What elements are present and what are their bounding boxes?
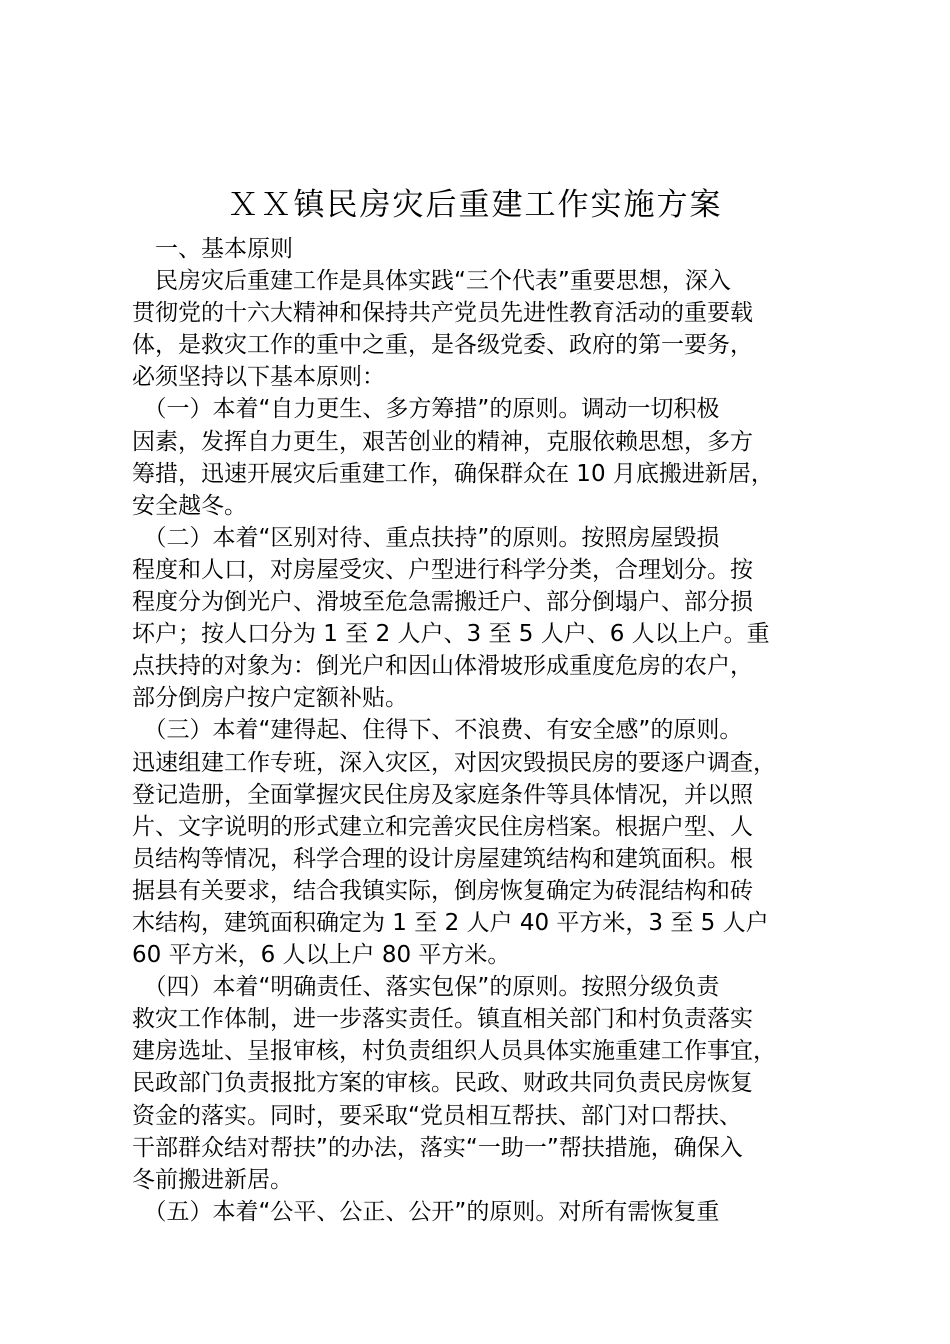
document-body [132,233,848,1228]
paragraph-line: 片、文字说明的形式建立和完善灾民住房档案。根据户型、人 [132,813,753,840]
document-title: ＸＸ镇民房灾后重建工作实施方案 [227,187,723,223]
paragraph-line: 点扶持的对象为：倒光户和因山体滑坡形成重度危房的农户， [132,653,753,680]
paragraph-line: 木结构，建筑面积确定为 1 至 2 人户 40 平方米，3 至 5 人户 [132,909,769,936]
paragraph-line: 筹措，迅速开展灾后重建工作，确保群众在 10 月底搬进新居， [132,460,774,487]
paragraph-line: （一）本着“自力更生、多方筹措”的原则。调动一切积极 [132,396,720,423]
paragraph-line: 体，是救灾工作的重中之重，是各级党委、政府的第一要务， [132,332,753,359]
paragraph-line: 干部群众结对帮扶”的办法，落实“一助一”帮扶措施，确保入 [132,1134,743,1161]
paragraph-line: （二）本着“区别对待、重点扶持”的原则。按照房屋毁损 [132,524,720,551]
paragraph-line: 救灾工作体制，进一步落实责任。镇直相关部门和村负责落实 [132,1006,753,1033]
paragraph-line: 程度分为倒光户、滑坡至危急需搬迁户、部分倒塌户、部分损 [132,589,753,616]
paragraph-line: 冬前搬进新居。 [132,1166,293,1193]
section-heading: 一、基本原则 [132,236,293,262]
paragraph-line: 民政部门负责报批方案的审核。民政、财政共同负责民房恢复 [132,1070,753,1097]
paragraph-line: （四）本着“明确责任、落实包保”的原则。按照分级负责 [132,974,720,1001]
paragraph-line: 迅速组建工作专班，深入灾区，对因灾毁损民房的要逐户调查， [132,749,776,776]
paragraph-line: 程度和人口，对房屋受灾、户型进行科学分类，合理划分。按 [132,556,753,583]
paragraph-line: 登记造册，全面掌握灾民住房及家庭条件等具体情况，并以照 [132,781,753,808]
paragraph-line: 坏户；按人口分为 1 至 2 人户、3 至 5 人户、6 人以上户。重 [132,621,770,648]
paragraph-line: 资金的落实。同时，要采取“党员相互帮扶、部门对口帮扶、 [132,1102,742,1129]
paragraph-line: 贯彻党的十六大精神和保持共产党员先进性教育活动的重要载 [132,300,753,327]
paragraph-line: 部分倒房户按户定额补贴。 [132,685,408,712]
paragraph-line: 员结构等情况，科学合理的设计房屋建筑结构和建筑面积。根 [132,845,753,872]
paragraph-line: 60 平方米，6 人以上户 80 平方米。 [132,942,511,969]
paragraph-line: （三）本着“建得起、住得下、不浪费、有安全感”的原则。 [132,717,743,744]
paragraph-line: 据县有关要求，结合我镇实际，倒房恢复确定为砖混结构和砖 [132,877,753,904]
paragraph-line: 建房选址、呈报审核，村负责组织人员具体实施重建工作事宜， [132,1038,776,1065]
paragraph-line: 因素，发挥自力更生，艰苦创业的精神，克服依赖思想，多方 [132,428,753,455]
paragraph-line: 民房灾后重建工作是具体实践“三个代表”重要思想，深入 [132,268,731,295]
paragraph-line: （五）本着“公平、公正、公开”的原则。对所有需恢复重 [132,1198,720,1225]
paragraph-line: 安全越冬。 [132,492,247,519]
paragraph-line: 必须坚持以下基本原则： [132,364,385,391]
